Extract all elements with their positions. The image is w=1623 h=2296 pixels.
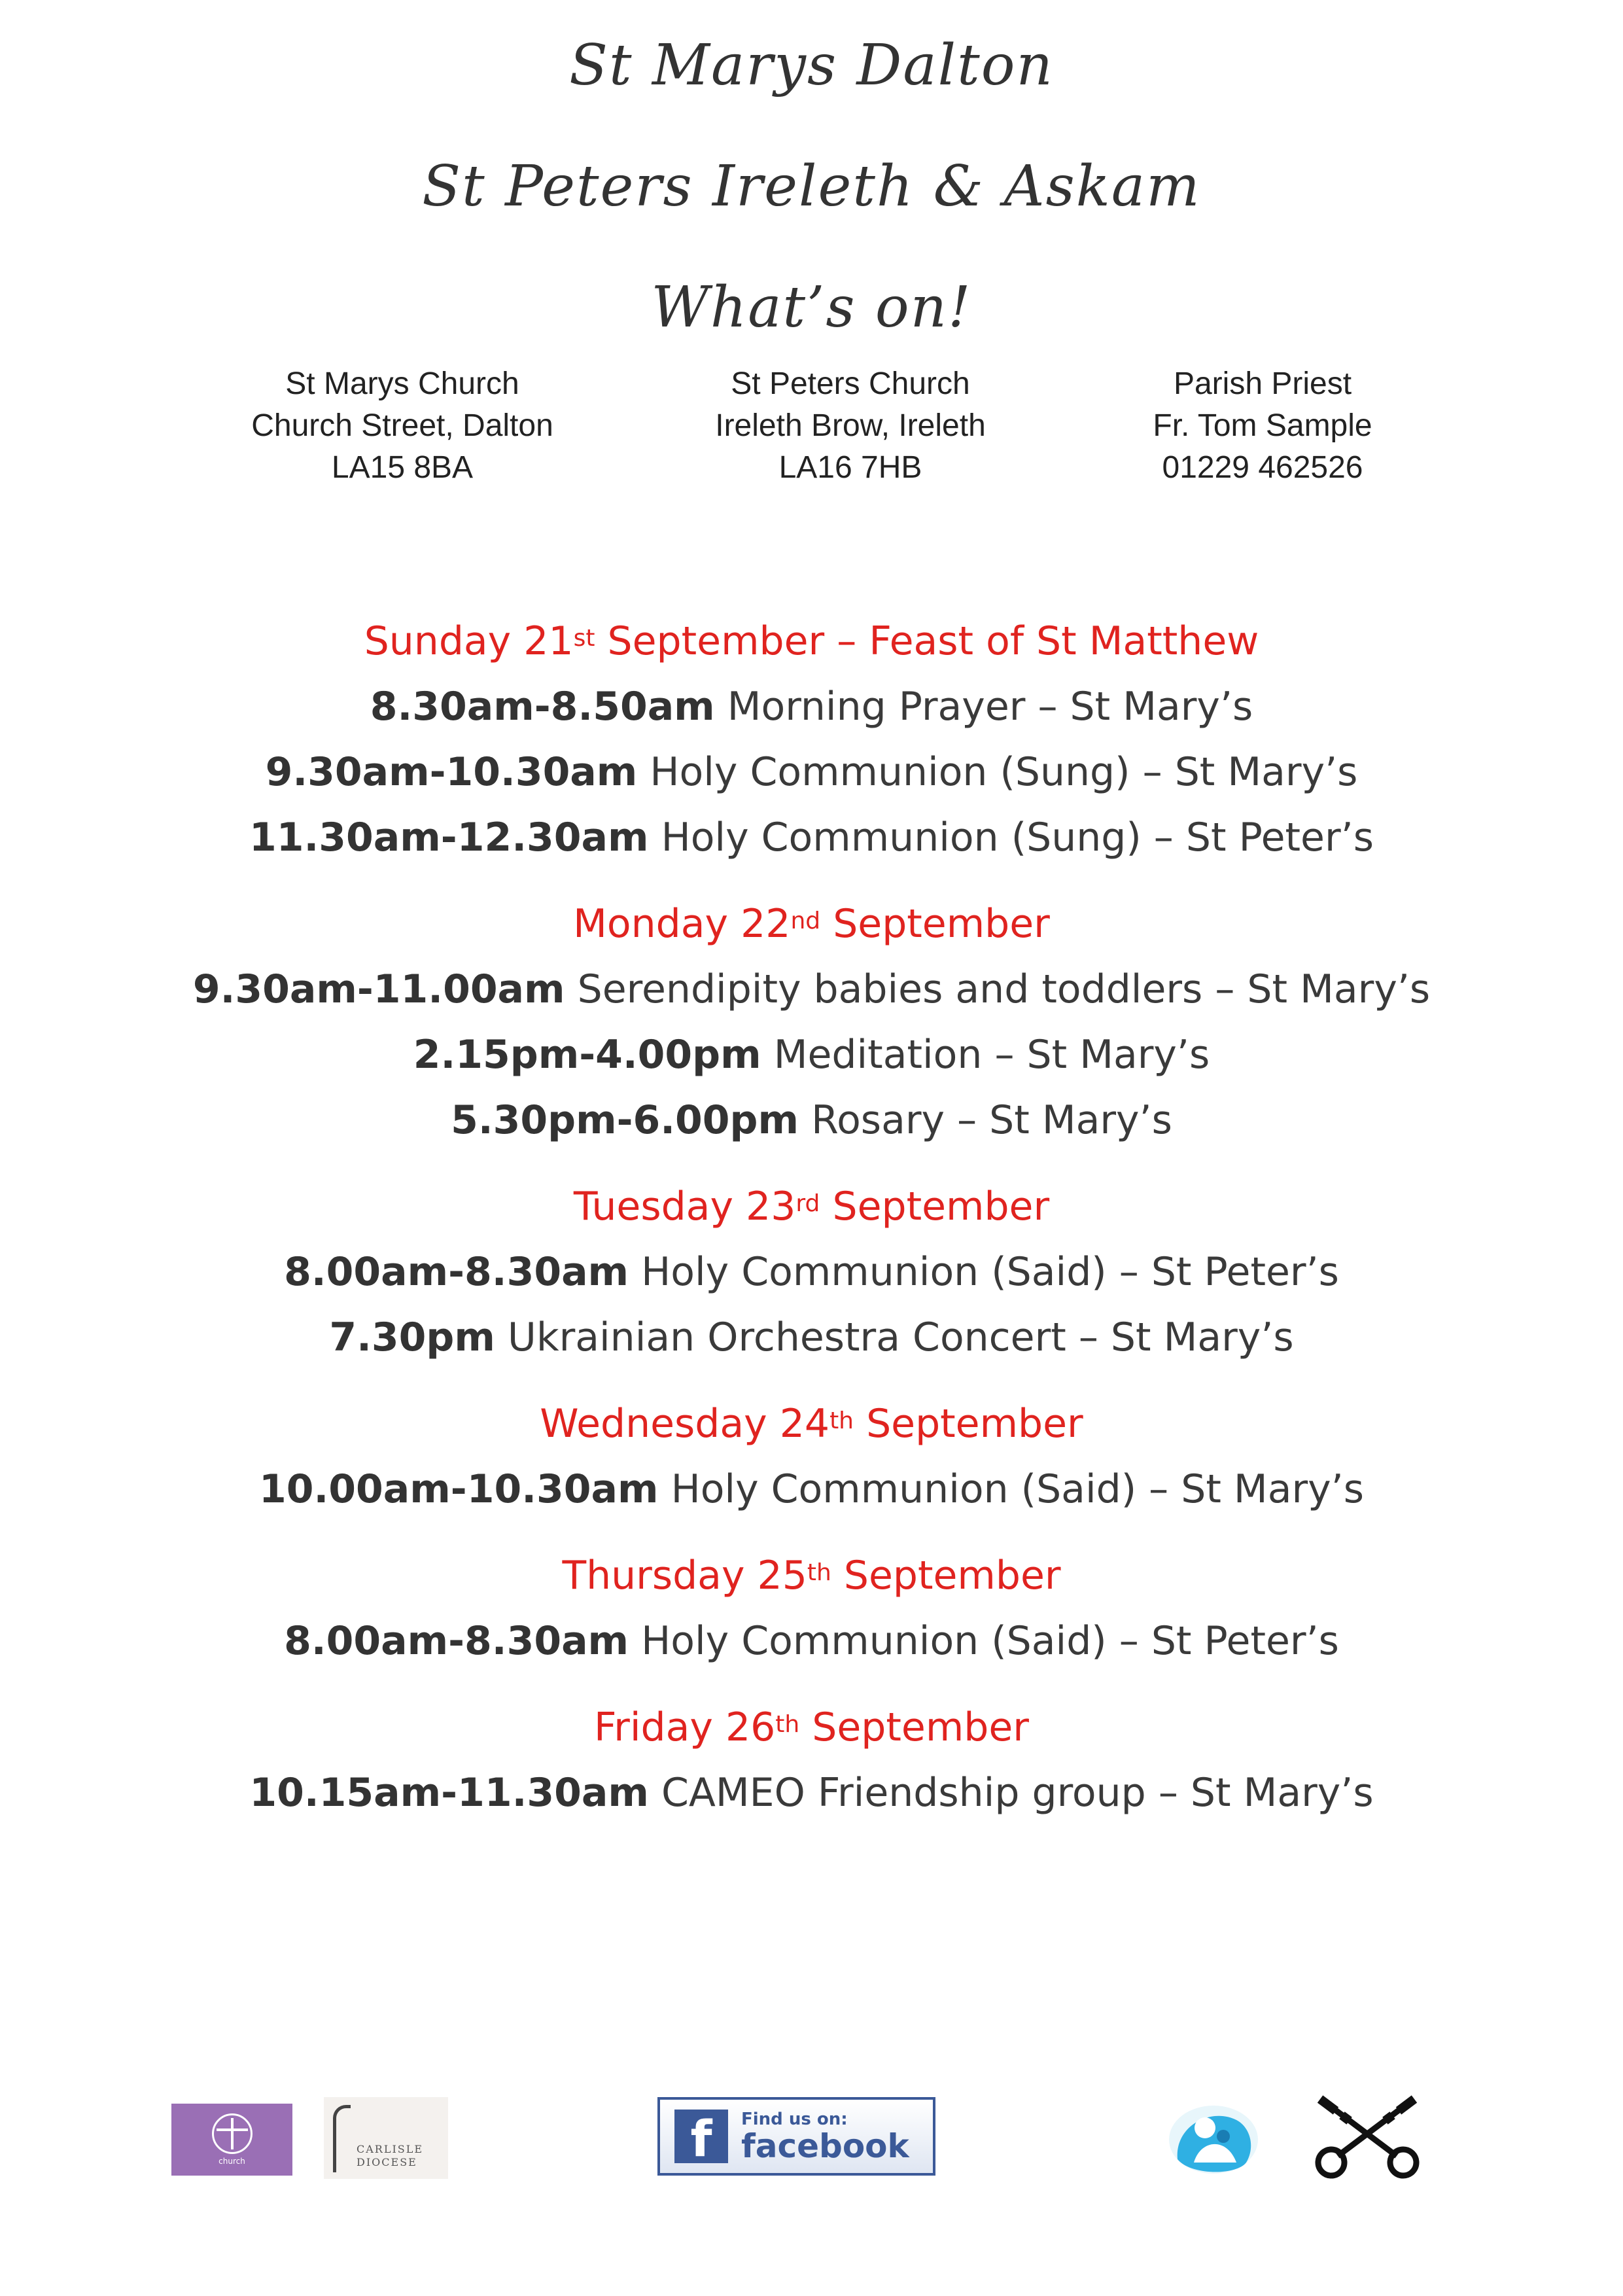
facebook-link[interactable]: [657, 2097, 935, 2176]
day-heading-ordinal: nd: [790, 908, 821, 934]
serendipity-logo: [1164, 2100, 1263, 2179]
day-heading-ordinal: th: [807, 1559, 831, 1586]
event-description: Holy Communion (Sung) – St Mary’s: [637, 749, 1358, 795]
event-row: [0, 1457, 1623, 1522]
event-row: [0, 957, 1623, 1022]
day-block: [0, 891, 1623, 1153]
event-description: Holy Communion (Said) – St Mary’s: [658, 1466, 1364, 1512]
church-cross-icon: [212, 2113, 253, 2154]
day-heading-month: September: [820, 1184, 1050, 1229]
event-time: 5.30pm-6.00pm: [451, 1097, 799, 1143]
contact-priest-name: Fr. Tom Sample: [1153, 408, 1372, 443]
day-heading-month: September: [820, 901, 1050, 947]
day-block: [0, 1174, 1623, 1370]
schedule-list: [0, 609, 1623, 1846]
day-heading-date: Thursday 25: [562, 1553, 807, 1598]
contact-st-peters-postcode: LA16 7HB: [778, 450, 922, 485]
facebook-find-us: Find us on:: [741, 2110, 848, 2129]
event-description: Ukrainian Orchestra Concert – St Mary’s: [495, 1315, 1294, 1360]
day-heading: [0, 609, 1623, 674]
day-heading: [0, 891, 1623, 957]
contact-priest-role: Parish Priest: [1173, 366, 1352, 401]
event-description: Rosary – St Mary’s: [799, 1097, 1172, 1143]
event-row: [0, 1087, 1623, 1153]
day-heading-month: September: [854, 1401, 1083, 1447]
event-row: [0, 1305, 1623, 1370]
day-block: [0, 1391, 1623, 1522]
event-row: [0, 1608, 1623, 1674]
day-heading: [0, 1543, 1623, 1608]
title-church-dalton: St Marys Dalton: [569, 33, 1054, 98]
event-time: 2.15pm-4.00pm: [413, 1032, 761, 1078]
event-description: Morning Prayer – St Mary’s: [714, 684, 1253, 730]
day-heading-ordinal: st: [573, 625, 595, 652]
day-heading: [0, 1391, 1623, 1457]
event-time: 9.30am-10.30am: [265, 749, 638, 795]
event-time: 10.00am-10.30am: [259, 1466, 659, 1512]
day-heading-date: Sunday 21: [364, 618, 574, 664]
event-description: Holy Communion (Said) – St Peter’s: [629, 1249, 1339, 1295]
church-of-england-logo: [171, 2104, 292, 2176]
event-row: [0, 1760, 1623, 1826]
contact-priest-phone: 01229 462526: [1162, 450, 1363, 485]
day-heading: [0, 1695, 1623, 1760]
event-time: 8.00am-8.30am: [284, 1249, 629, 1295]
title-whats-on: What’s on!: [651, 275, 972, 340]
day-block: [0, 1543, 1623, 1674]
event-row: [0, 674, 1623, 739]
event-time: 11.30am-12.30am: [249, 815, 649, 860]
contact-st-marys-address: Church Street, Dalton: [251, 408, 553, 443]
day-heading-date: Friday 26: [594, 1704, 776, 1750]
event-description: Serendipity babies and toddlers – St Mary’s: [565, 966, 1431, 1012]
day-block: [0, 609, 1623, 870]
crossed-keys-logo: [1305, 2094, 1429, 2179]
event-time: 9.30am-11.00am: [192, 966, 565, 1012]
title-church-ireleth: St Peters Ireleth & Askam: [422, 154, 1201, 219]
day-heading-ordinal: rd: [795, 1190, 820, 1217]
event-description: Holy Communion (Sung) – St Peter’s: [648, 815, 1374, 860]
carlisle-diocese-logo: [324, 2097, 448, 2179]
carlisle-logo-line2: DIOCESE: [357, 2156, 417, 2168]
contact-st-peters-address: Ireleth Brow, Ireleth: [715, 408, 986, 443]
day-heading-ordinal: th: [829, 1407, 854, 1434]
contact-st-peters: [621, 363, 1079, 489]
event-description: Holy Communion (Said) – St Peter’s: [629, 1618, 1339, 1664]
day-block: [0, 1695, 1623, 1826]
event-row: [0, 1022, 1623, 1087]
facebook-word: facebook: [741, 2127, 909, 2165]
day-heading-date: Monday 22: [573, 901, 791, 947]
day-heading-month: September: [831, 1553, 1061, 1598]
crossed-keys-icon: [1305, 2094, 1429, 2179]
day-heading-ordinal: th: [775, 1711, 800, 1738]
event-row: [0, 805, 1623, 870]
serendipity-icon: [1164, 2100, 1263, 2179]
event-time: 8.30am-8.50am: [370, 684, 715, 730]
cofe-logo-text: church: [218, 2157, 245, 2166]
event-description: Meditation – St Mary’s: [761, 1032, 1210, 1078]
contact-st-peters-name: St Peters Church: [731, 366, 970, 401]
day-heading-date: Wednesday 24: [540, 1401, 830, 1447]
day-heading-month: September: [799, 1704, 1029, 1750]
crook-icon: [333, 2105, 351, 2172]
contact-st-marys-postcode: LA15 8BA: [331, 450, 474, 485]
event-time: 10.15am-11.30am: [249, 1770, 649, 1816]
facebook-icon: f: [674, 2110, 728, 2163]
day-heading-month: September – Feast of St Matthew: [595, 618, 1259, 664]
event-description: CAMEO Friendship group – St Mary’s: [648, 1770, 1374, 1816]
contact-st-marys-name: St Marys Church: [285, 366, 519, 401]
contact-parish-priest: [1034, 363, 1492, 489]
day-heading: [0, 1174, 1623, 1239]
event-time: 8.00am-8.30am: [284, 1618, 629, 1664]
contact-st-marys: [173, 363, 631, 489]
carlisle-logo-line1: CARLISLE: [357, 2143, 424, 2155]
day-heading-date: Tuesday 23: [573, 1184, 796, 1229]
event-time: 7.30pm: [329, 1315, 495, 1360]
event-row: [0, 739, 1623, 805]
event-row: [0, 1239, 1623, 1305]
